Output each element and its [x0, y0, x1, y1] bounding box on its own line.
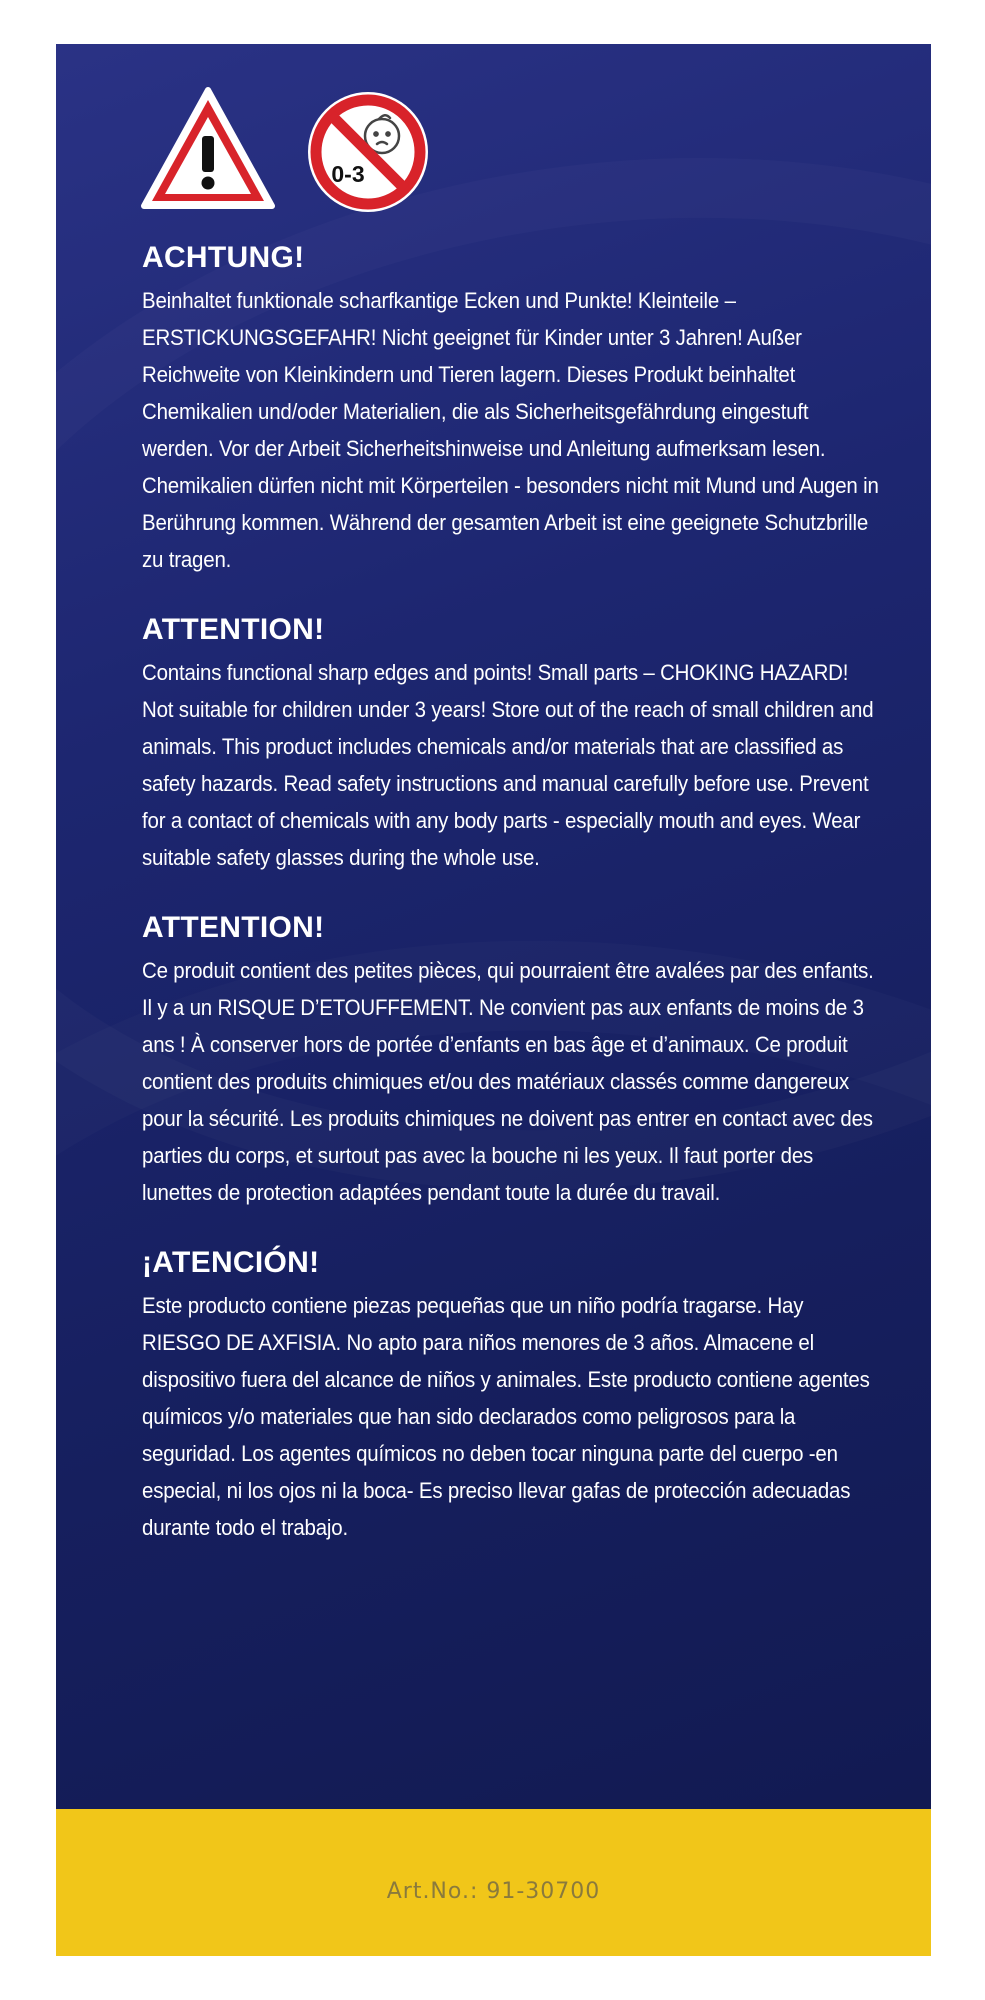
warning-section-german — [142, 240, 882, 578]
warning-sections — [142, 240, 882, 1580]
section-heading: ATTENTION! — [142, 613, 325, 646]
section-heading: ACHTUNG! — [142, 241, 305, 274]
section-body: Contains functional sharp edges and points! Small parts – CHOKING HAZARD! Not suitable for children under 3 years! Store out of the reach of small children and animals. This product includes chemicals and/or materials that are classified as safety hazards. Read safety instructions and manual carefully before use. Prevent for a contact of chemicals with any body parts - especially mouth and eyes. Wear suitable safety glasses during the whole use. — [142, 660, 874, 870]
no-children-under-3-icon — [306, 90, 430, 214]
warning-section-spanish — [142, 1245, 882, 1546]
article-number: Art.No.: 91-30700 — [386, 1879, 601, 1904]
section-heading: ATTENTION! — [142, 911, 325, 944]
warning-triangle-icon — [138, 84, 278, 214]
warning-text-area — [56, 44, 931, 1809]
section-body: Ce produit contient des petites pièces, qui pourraient être avalées par des enfants. Il y a un RISQUE D’ETOUFFEMENT. Ne convient pas aux enfants de moins de 3 ans ! À conserver hors de portée d’enfants en bas âge et d’animaux. Ce produit contient des produits chimiques et/ou des matériaux classés comme dangereux pour la sécurité. Les produits chimiques ne doivent pas entrer en contact avec des parties du corps, et surtout pas avec la bouche ni les yeux. Il faut porter des lunettes de protection adaptées pendant toute la durée du travail. — [142, 958, 874, 1205]
section-body: Este producto contiene piezas pequeñas que un niño podría tragarse. Hay RIESGO DE AXFISIA. No apto para niños menores de 3 años. Almacene el dispositivo fuera del alcance de niños y animales. Este producto contiene agentes químicos y/o materiales que han sido declarados como peligrosos para la seguridad. Los agentes químicos no deben tocar ninguna parte del cuerpo -en especial, ni los ojos ni la boca- Es preciso llevar gafas de protección adecuadas durante todo el trabajo. — [142, 1293, 870, 1540]
section-heading: ¡ATENCIÓN! — [142, 1246, 320, 1279]
age-label: 0-3 — [331, 161, 365, 187]
footer-band — [56, 1809, 931, 1956]
warning-section-english — [142, 612, 882, 876]
section-body: Beinhaltet funktionale scharfkantige Ecken und Punkte! Kleinteile – ERSTICKUNGSGEFAHR! Nicht geeignet für Kinder unter 3 Jahren! Außer Reichweite von Kleinkindern und Tieren lagern. Dieses Produkt beinhaltet Chemikalien und/oder Materialien, die als Sicherheitsgefährdung eingestuft werden. Vor der Arbeit Sicherheitshinweise und Anleitung aufmerksam lesen. Chemikalien dürfen nicht mit Körperteilen - besonders nicht mit Mund und Augen in Berührung kommen. Während der gesamten Arbeit ist eine geeignete Schutzbrille zu tragen. — [142, 288, 879, 572]
warning-section-french — [142, 910, 882, 1211]
safety-label-panel — [56, 44, 931, 1956]
